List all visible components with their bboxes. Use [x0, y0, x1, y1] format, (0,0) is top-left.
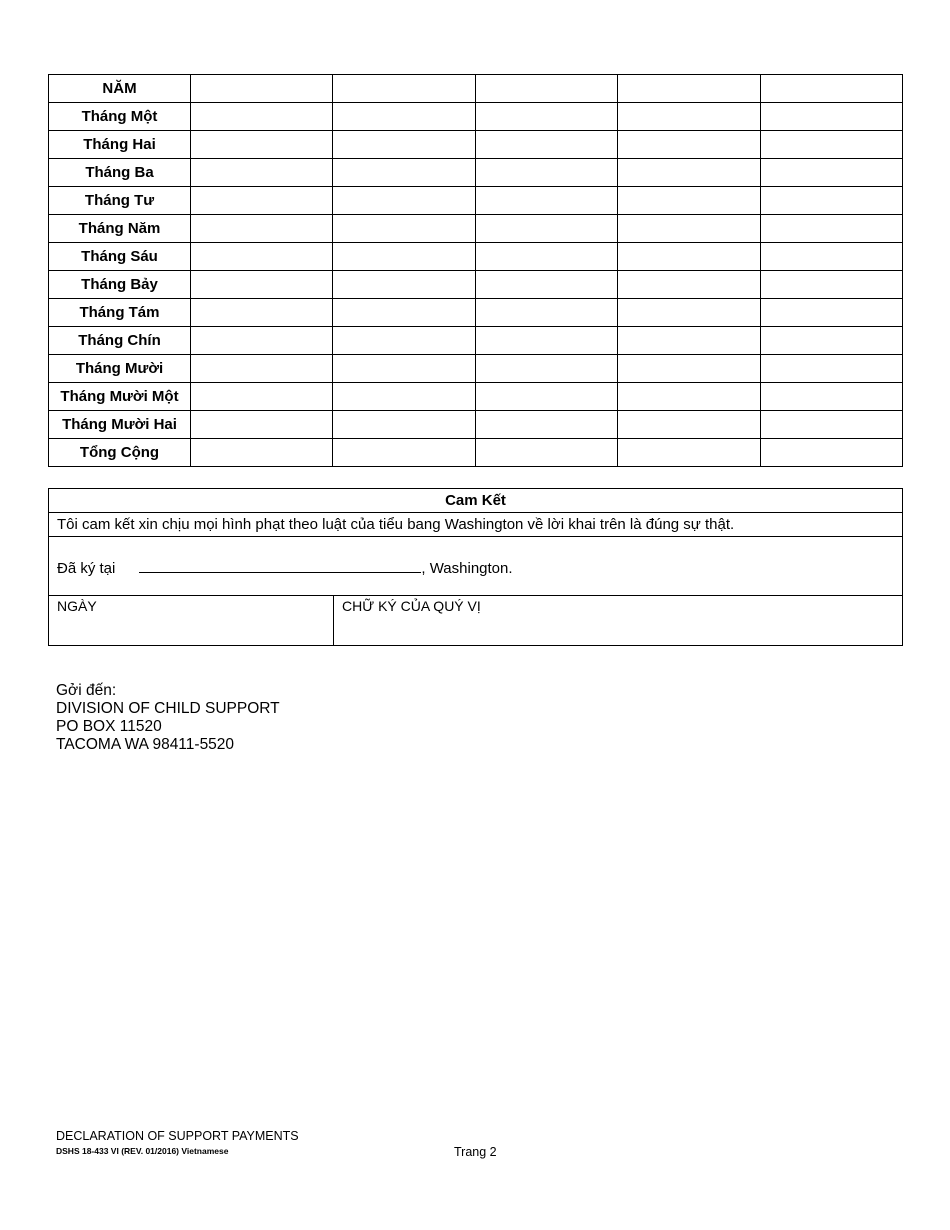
amount-entry-cell[interactable] [760, 131, 902, 159]
row-label: Tháng Bảy [49, 271, 191, 299]
address-line: DIVISION OF CHILD SUPPORT [56, 700, 280, 717]
amount-entry-cell[interactable] [191, 159, 333, 187]
amount-entry-cell[interactable] [618, 215, 760, 243]
year-entry-cell[interactable] [333, 75, 475, 103]
signed-at-row [49, 537, 903, 596]
amount-entry-cell[interactable] [618, 355, 760, 383]
amount-entry-cell[interactable] [333, 355, 475, 383]
month-row [49, 271, 903, 299]
amount-entry-cell[interactable] [618, 271, 760, 299]
amount-entry-cell[interactable] [191, 411, 333, 439]
amount-entry-cell[interactable] [760, 383, 902, 411]
amount-entry-cell[interactable] [191, 439, 333, 467]
row-label: Tháng Năm [49, 215, 191, 243]
amount-entry-cell[interactable] [475, 131, 617, 159]
amount-entry-cell[interactable] [760, 159, 902, 187]
amount-entry-cell[interactable] [618, 299, 760, 327]
year-entry-cell[interactable] [191, 75, 333, 103]
row-label: Tháng Tư [49, 187, 191, 215]
amount-entry-cell[interactable] [191, 355, 333, 383]
amount-entry-cell[interactable] [760, 299, 902, 327]
row-label: Tháng Tám [49, 299, 191, 327]
signed-at-location-field[interactable] [139, 556, 421, 573]
amount-entry-cell[interactable] [760, 243, 902, 271]
amount-entry-cell[interactable] [333, 187, 475, 215]
amount-entry-cell[interactable] [760, 327, 902, 355]
amount-entry-cell[interactable] [333, 131, 475, 159]
row-label: Tháng Mười Một [49, 383, 191, 411]
amount-entry-cell[interactable] [475, 103, 617, 131]
date-field[interactable] [49, 596, 334, 646]
amount-entry-cell[interactable] [475, 439, 617, 467]
amount-entry-cell[interactable] [475, 299, 617, 327]
amount-entry-cell[interactable] [475, 355, 617, 383]
footer-form-title: DECLARATION OF SUPPORT PAYMENTS [56, 1129, 299, 1143]
amount-entry-cell[interactable] [618, 439, 760, 467]
month-row [49, 327, 903, 355]
mail-to-label: Gởi đến: [56, 682, 117, 699]
amount-entry-cell[interactable] [191, 327, 333, 355]
row-label: NĂM [49, 75, 191, 103]
row-label: Tháng Hai [49, 131, 191, 159]
declaration-title: Cam Kết [49, 489, 903, 513]
amount-entry-cell[interactable] [760, 215, 902, 243]
amount-entry-cell[interactable] [475, 187, 617, 215]
address-line: PO BOX 11520 [56, 718, 162, 735]
month-row [49, 131, 903, 159]
amount-entry-cell[interactable] [760, 103, 902, 131]
amount-entry-cell[interactable] [618, 159, 760, 187]
amount-entry-cell[interactable] [618, 187, 760, 215]
amount-entry-cell[interactable] [333, 439, 475, 467]
page-number: Trang 2 [454, 1145, 497, 1159]
amount-entry-cell[interactable] [191, 243, 333, 271]
row-label: Tháng Ba [49, 159, 191, 187]
amount-entry-cell[interactable] [333, 411, 475, 439]
month-row [49, 355, 903, 383]
total-row [49, 439, 903, 467]
amount-entry-cell[interactable] [618, 327, 760, 355]
row-label: Tháng Chín [49, 327, 191, 355]
address-line: TACOMA WA 98411-5520 [56, 736, 235, 753]
amount-entry-cell[interactable] [760, 411, 902, 439]
amount-entry-cell[interactable] [475, 271, 617, 299]
date-label: NGÀY [57, 598, 97, 614]
amount-entry-cell[interactable] [475, 243, 617, 271]
amount-entry-cell[interactable] [760, 439, 902, 467]
amount-entry-cell[interactable] [475, 215, 617, 243]
year-entry-cell[interactable] [760, 75, 902, 103]
payments-table [48, 74, 903, 467]
amount-entry-cell[interactable] [191, 215, 333, 243]
month-row [49, 103, 903, 131]
amount-entry-cell[interactable] [333, 383, 475, 411]
month-row [49, 215, 903, 243]
amount-entry-cell[interactable] [191, 103, 333, 131]
signed-at-label: Đã ký tại [57, 559, 116, 577]
month-row [49, 411, 903, 439]
amount-entry-cell[interactable] [618, 103, 760, 131]
amount-entry-cell[interactable] [760, 187, 902, 215]
month-row [49, 243, 903, 271]
amount-entry-cell[interactable] [475, 159, 617, 187]
row-label: Tổng Cộng [49, 439, 191, 467]
amount-entry-cell[interactable] [760, 271, 902, 299]
declaration-section [48, 488, 903, 646]
signature-label: CHỮ KÝ CỦA QUÝ VỊ [342, 598, 481, 614]
year-entry-cell[interactable] [618, 75, 760, 103]
amount-entry-cell[interactable] [333, 103, 475, 131]
row-label: Tháng Một [49, 103, 191, 131]
row-label: Tháng Sáu [49, 243, 191, 271]
amount-entry-cell[interactable] [191, 187, 333, 215]
row-label: Tháng Mười Hai [49, 411, 191, 439]
amount-entry-cell[interactable] [191, 271, 333, 299]
amount-entry-cell[interactable] [475, 383, 617, 411]
footer-form-number: DSHS 18-433 VI (REV. 01/2016) Vietnamese [56, 1146, 229, 1156]
amount-entry-cell[interactable] [333, 215, 475, 243]
amount-entry-cell[interactable] [333, 271, 475, 299]
mailing-address [56, 682, 280, 754]
amount-entry-cell[interactable] [333, 159, 475, 187]
month-row [49, 159, 903, 187]
amount-entry-cell[interactable] [191, 131, 333, 159]
year-entry-cell[interactable] [475, 75, 617, 103]
amount-entry-cell[interactable] [333, 299, 475, 327]
amount-entry-cell[interactable] [475, 411, 617, 439]
month-row [49, 383, 903, 411]
year-header-row [49, 75, 903, 103]
row-label: Tháng Mười [49, 355, 191, 383]
amount-entry-cell[interactable] [618, 383, 760, 411]
amount-entry-cell[interactable] [333, 243, 475, 271]
amount-entry-cell[interactable] [191, 299, 333, 327]
declaration-statement: Tôi cam kết xin chịu mọi hình phạt theo luật của tiểu bang Washington về lời khai trên là đúng sự thật. [49, 513, 903, 537]
amount-entry-cell[interactable] [618, 411, 760, 439]
amount-entry-cell[interactable] [618, 243, 760, 271]
signature-field[interactable] [334, 596, 903, 646]
amount-entry-cell[interactable] [618, 131, 760, 159]
amount-entry-cell[interactable] [760, 355, 902, 383]
amount-entry-cell[interactable] [191, 383, 333, 411]
signed-at-suffix: , Washington. [421, 559, 513, 577]
month-row [49, 299, 903, 327]
month-row [49, 187, 903, 215]
amount-entry-cell[interactable] [475, 327, 617, 355]
amount-entry-cell[interactable] [333, 327, 475, 355]
